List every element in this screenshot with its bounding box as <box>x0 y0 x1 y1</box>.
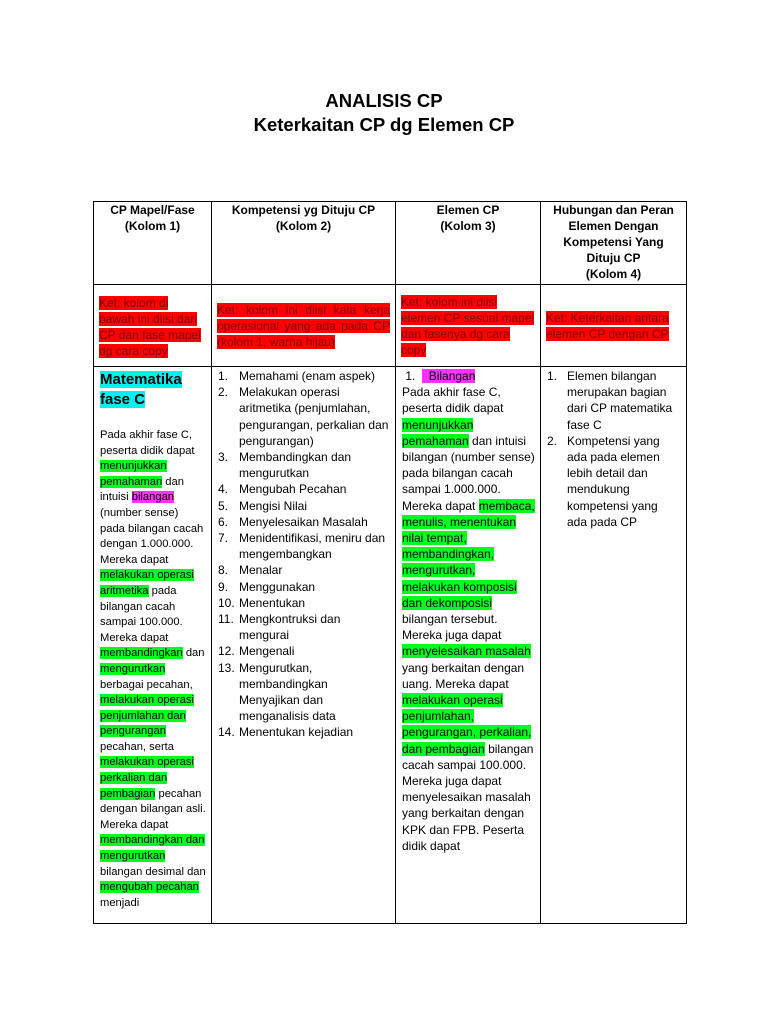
header-col2: Kompetensi yg Dituju CP (Kolom 2) <box>212 202 396 285</box>
competency-item <box>218 595 390 611</box>
competency-text: Mengisi Nilai <box>239 498 308 513</box>
cp-text-segment: membandingkan <box>100 647 183 660</box>
cp-text-segment: mengubah pecahan <box>100 881 199 894</box>
competency-number: 4. <box>218 482 229 497</box>
competency-text: Menentukan <box>239 595 306 610</box>
element-title: 1. Bilangan <box>405 369 476 383</box>
element-label: Bilangan <box>422 369 475 383</box>
cp-text-segment: melakukan operasi penjumlahan dan pengurangan <box>100 694 194 738</box>
competency-text: Mengurutkan, membandingkan Menyajikan dan menganalisis data <box>239 660 336 724</box>
note-col2-cell <box>212 285 396 367</box>
cp-text-segment: dan intuisi <box>100 475 184 504</box>
competency-number: 13. <box>218 660 235 675</box>
competency-text: Mengubah Pecahan <box>239 482 347 497</box>
competency-number: 5. <box>218 498 229 513</box>
relation-item <box>547 433 680 530</box>
competency-cell <box>212 367 396 924</box>
element-text-segment: membaca, menulis, menentukan nilai tempat, membandingkan, mengurutkan, melakukan komposisi dan dekomposisi <box>402 498 535 610</box>
cp-text-segment: pada bilangan cacah sampai 100.000. Mereka dapat <box>100 584 183 644</box>
cp-text-segment: bilangan desimal dan <box>100 865 206 878</box>
competency-number: 9. <box>218 579 229 594</box>
element-text-segment: melakukan operasi penjumlahan, pengurangan, perkalian, dan pembagian <box>402 693 532 756</box>
element-text-segment: bilangan tersebut. Mereka juga dapat <box>402 612 502 643</box>
competency-item <box>218 384 390 449</box>
competency-text: Menalar <box>239 563 283 578</box>
document-title: ANALISIS CP <box>325 90 443 111</box>
note-col1: Ket: kolom di bawah ini diisi dari CP dan fase mapel dg cara copy <box>99 295 201 358</box>
competency-number: 1. <box>218 369 229 383</box>
cp-text-segment: bilangan <box>131 491 175 504</box>
competency-number: 11. <box>218 612 234 627</box>
competency-text: Melakukan operasi aritmetika (penjumlahan, pengurangan, perkalian dan pengurangan) <box>239 385 389 448</box>
content-row <box>94 367 687 924</box>
header-col4: Hubungan dan Peran Elemen Dengan Kompetensi Yang Dituju CP (Kolom 4) <box>541 202 687 285</box>
cp-text-segment: menjadi <box>100 896 140 909</box>
competency-number: 8. <box>218 563 229 578</box>
note-col4: Ket: Keterkaitan antara elemen CP dengan CP <box>546 310 669 341</box>
note-col4-cell <box>541 285 687 367</box>
competency-item <box>218 643 390 659</box>
cp-text-segment: dan <box>182 647 205 660</box>
cp-text-segment: mengurutkan <box>100 662 166 675</box>
cp-text-segment: melakukan operasi perkalian dan pembagian <box>100 756 194 800</box>
competency-item <box>218 368 390 384</box>
note-row <box>94 285 687 367</box>
competency-number: 12. <box>218 644 235 659</box>
note-col3-cell <box>396 285 541 367</box>
competency-list <box>218 368 390 741</box>
competency-item <box>218 660 390 725</box>
element-text <box>402 384 536 854</box>
competency-item <box>218 449 390 481</box>
element-text-segment: dan intuisi bilangan (number sense) pada bilangan cacah sampai 1.000.000. Mereka dapat <box>402 433 535 513</box>
cp-text-segment: (number sense) pada bilangan cacah dengan 1.000.000. Mereka dapat <box>100 506 204 566</box>
header-col1: CP Mapel/Fase (Kolom 1) <box>94 202 212 285</box>
competency-text: Mengkontruksi dan mengurai <box>239 612 341 643</box>
relation-cell <box>541 367 687 924</box>
competency-number: 2. <box>218 385 229 400</box>
cp-text-segment: berbagai pecahan, <box>100 678 193 691</box>
competency-item <box>218 579 390 595</box>
subject-heading: Matematika fase C <box>100 371 182 408</box>
element-text-segment: menyelesaikan masalah <box>402 644 531 659</box>
cp-text-segment: Pada akhir fase C, peserta didik dapat <box>100 429 195 457</box>
competency-text: Menggunakan <box>239 579 316 594</box>
competency-item <box>218 530 390 562</box>
note-col1-cell <box>94 285 212 367</box>
element-text-segment: menunjukkan pemahaman <box>402 417 474 448</box>
cp-text-segment: pecahan dengan bilangan asli. Mereka dapat <box>100 787 206 831</box>
cp-text-segment: membandingkan dan mengurutkan <box>100 834 205 863</box>
competency-number: 7. <box>218 531 229 546</box>
cp-analysis-table <box>93 201 687 924</box>
element-text-segment: yang berkaitan dengan uang. Mereka dapat <box>402 660 525 691</box>
competency-number: 14. <box>218 725 235 740</box>
relation-text: Kompetensi yang ada pada elemen lebih detail dan mendukung kompetensi yang ada pada CP <box>567 433 660 529</box>
competency-text: Menentukan kejadian <box>239 725 354 740</box>
header-row <box>94 202 687 285</box>
competency-item <box>218 498 390 514</box>
competency-item <box>218 724 390 740</box>
relation-item <box>547 368 680 433</box>
header-col3: Elemen CP (Kolom 3) <box>396 202 541 285</box>
element-text-segment: bilangan cacah sampai 100.000. Mereka juga dapat menyelesaikan masalah yang berkaitan dengan KPK dan FPB. Peserta didik dapat <box>402 741 534 853</box>
element-cell <box>396 367 541 924</box>
competency-text: Menyelesaikan Masalah <box>239 514 368 529</box>
competency-item <box>218 514 390 530</box>
cp-text-segment: pecahan, serta <box>100 740 175 753</box>
note-col3: Ket: kolom ini diisi elemen CP sesuai mapel dan fasenya dg cara copy <box>401 294 535 357</box>
competency-text: Mengenali <box>239 644 295 659</box>
cp-cell <box>94 367 212 924</box>
competency-text: Memahami (enam aspek) <box>239 369 376 383</box>
competency-text: Menidentifikasi, meniru dan mengembangkan <box>239 531 386 562</box>
cp-text-segment: melakukan operasi aritmetika <box>100 569 194 597</box>
cp-text-segment: menunjukkan pemahaman <box>100 460 167 488</box>
competency-number: 10. <box>218 595 235 610</box>
element-text-segment: Pada akhir fase C, peserta didik dapat <box>402 385 504 416</box>
competency-item <box>218 611 390 643</box>
note-col2: Ket: kolom ini diisi kata kerja operasional yang ada pada CP (kolom 1, warna hijau) <box>217 302 390 349</box>
competency-item <box>218 481 390 497</box>
relation-text: Elemen bilangan merupakan bagian dari CP matematika fase C <box>567 369 673 432</box>
document-subtitle: Keterkaitan CP dg Elemen CP <box>253 114 515 135</box>
relation-list <box>547 368 680 530</box>
competency-item <box>218 562 390 578</box>
cp-text <box>100 428 206 911</box>
competency-number: 3. <box>218 450 229 465</box>
competency-text: Membandingkan dan mengurutkan <box>239 450 352 481</box>
relation-number: 1. <box>547 369 558 383</box>
competency-number: 6. <box>218 514 229 529</box>
relation-number: 2. <box>547 433 558 448</box>
